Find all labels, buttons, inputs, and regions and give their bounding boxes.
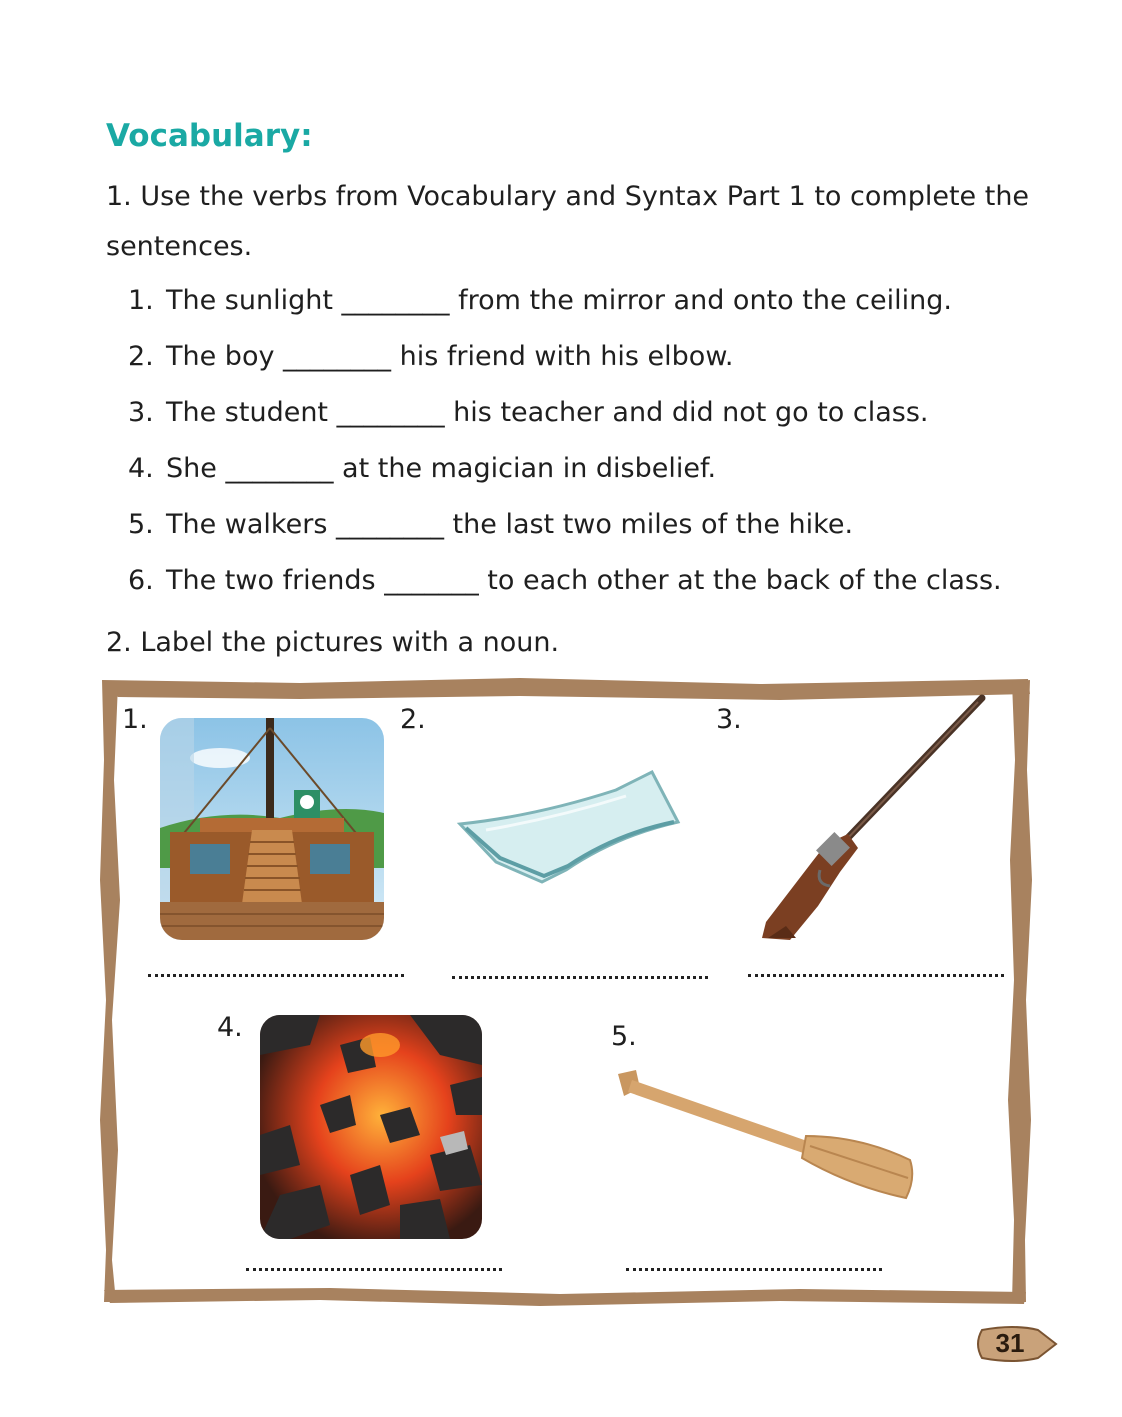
musket-picture <box>756 694 988 944</box>
item-number: 4. <box>128 453 154 484</box>
sentence-text: The student ________ his teacher and did not go to class. <box>166 397 929 428</box>
ship-deck-picture <box>160 718 384 940</box>
answer-line-1[interactable] <box>148 974 404 977</box>
item-number: 6. <box>128 565 154 596</box>
sentence-text: The two friends _______ to each other at the back of the class. <box>166 565 1002 596</box>
sentence-text: The walkers ________ the last two miles of the hike. <box>166 509 854 540</box>
picture-3-number: 3. <box>716 704 742 735</box>
heading: Vocabulary: <box>106 118 313 154</box>
item-number: 1. <box>128 285 154 316</box>
exercise-2-instruction: 2. Label the pictures with a noun. <box>106 627 560 658</box>
answer-line-5[interactable] <box>626 1268 882 1271</box>
picture-1-number: 1. <box>122 704 148 735</box>
item-number: 3. <box>128 397 154 428</box>
glass-shard-picture <box>456 766 684 888</box>
answer-line-2[interactable] <box>452 976 708 979</box>
picture-4-number: 4. <box>217 1012 243 1043</box>
burning-coals-picture <box>260 1015 482 1239</box>
picture-2-number: 2. <box>400 704 426 735</box>
exercise-1-instruction: 1. Use the verbs from Vocabulary and Syntax Part 1 to complete the sentences. <box>106 181 1030 262</box>
page-number: 31 <box>995 1328 1025 1358</box>
sentence-text: The boy ________ his friend with his elbow. <box>166 341 734 372</box>
sentence-text: The sunlight ________ from the mirror and onto the ceiling. <box>166 285 952 316</box>
sentence-text: She ________ at the magician in disbelief. <box>166 453 717 484</box>
answer-line-3[interactable] <box>748 974 1004 977</box>
item-number: 2. <box>128 341 154 372</box>
oar-picture <box>610 1066 916 1206</box>
item-number: 5. <box>128 509 154 540</box>
answer-line-4[interactable] <box>246 1268 502 1271</box>
picture-5-number: 5. <box>611 1021 637 1052</box>
